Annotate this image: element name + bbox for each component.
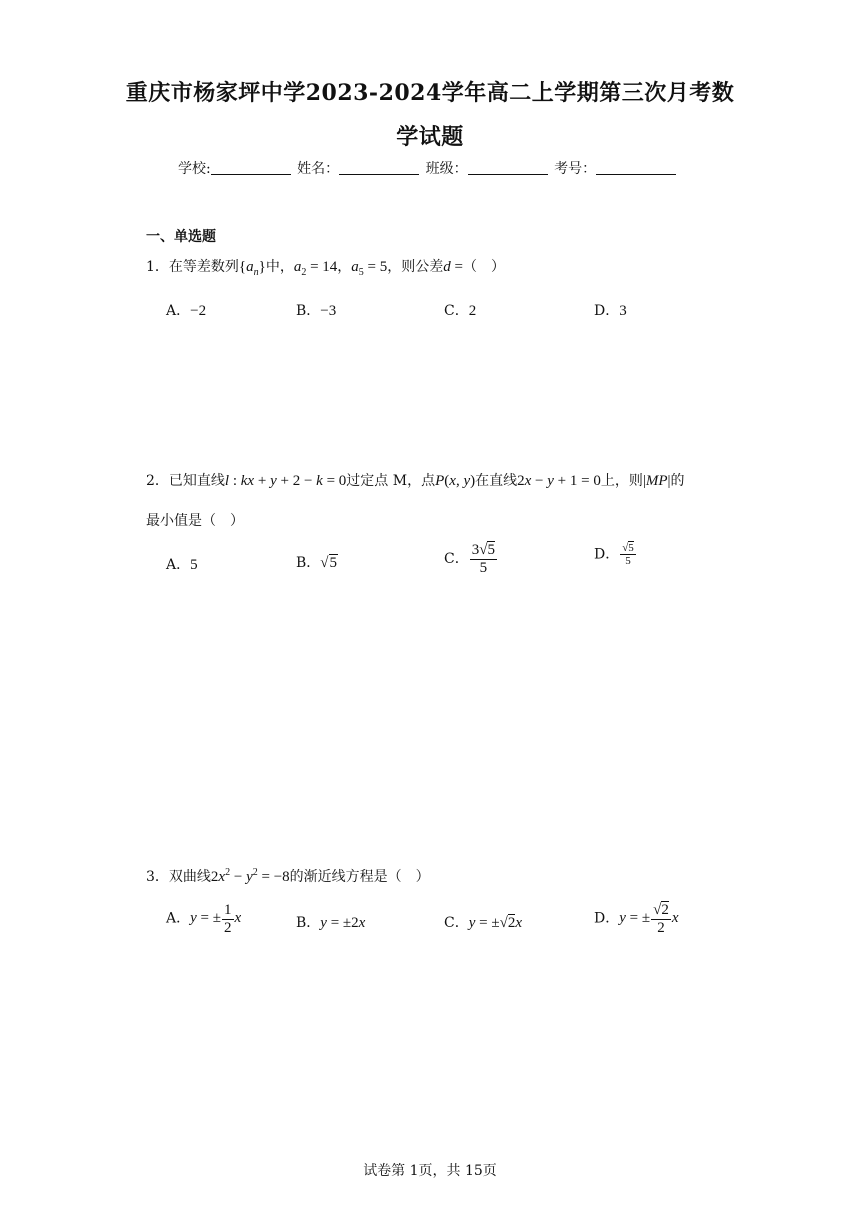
q2-option-b-label: B．	[296, 555, 321, 571]
q2-text-b: 过定点 M，点	[346, 473, 436, 489]
school-blank	[211, 160, 291, 175]
q1-text-e: （ ）	[462, 259, 505, 275]
q2-line-l: l : kx + y + 2 − k = 0	[224, 473, 347, 489]
q3-option-a-value: y = ± $\frac{1}{2}$ x	[190, 902, 242, 936]
q2-option-a-value: 5	[190, 557, 198, 573]
q1-option-c-value: 2	[468, 303, 477, 319]
q3-option-a-label: A．	[166, 910, 191, 927]
q1-text-c: ，	[337, 259, 352, 275]
q1-text-b: 中，	[265, 259, 294, 275]
q2-text-e: 的	[670, 473, 685, 489]
q1-option-a-value: −2	[190, 303, 207, 319]
school-label: 学校:	[178, 161, 211, 177]
q2-option-b-value: √5	[320, 555, 338, 571]
class-blank	[468, 160, 548, 175]
name-blank	[339, 160, 419, 175]
q2-line-2: 2x − y + 1 = 0	[517, 473, 601, 489]
q1-option-d-label: D．	[594, 303, 620, 319]
q2-option-d-label: D．	[594, 546, 620, 563]
q2-option-c-label: C．	[444, 551, 469, 567]
q2-option-c[interactable]	[444, 542, 498, 576]
q1-option-d[interactable]	[594, 300, 627, 320]
q3-hyperbola: $2x^2 - y^2 = -8$	[210, 867, 290, 885]
question-3-stem	[146, 868, 430, 885]
question-2-stem	[146, 474, 685, 489]
q1-a2: $a_2 = 14$	[293, 259, 338, 278]
q1-sequence: $\{a_n\}$	[238, 259, 266, 278]
q2-text-d: 上，则	[600, 473, 643, 489]
exam-title-line-2: 学试题	[396, 124, 464, 150]
section-heading: 一、单选题	[146, 229, 216, 245]
q2-option-d[interactable]	[594, 542, 637, 567]
q1-option-b[interactable]	[296, 300, 336, 320]
q3-option-b[interactable]	[296, 912, 365, 932]
q2-text-c: 在直线	[475, 473, 518, 489]
q3-option-a[interactable]	[166, 902, 241, 936]
q2-option-c-value: $\frac{3√5}{5}$	[471, 542, 495, 576]
q2-option-b[interactable]	[296, 552, 338, 572]
q2-mp: |MP|	[642, 473, 671, 489]
q2-point-p: P(x, y)	[435, 473, 476, 489]
number-label: 考号：	[554, 161, 597, 177]
q2-option-a-label: A．	[166, 557, 191, 573]
q1-text-d: ，则公差	[387, 259, 444, 275]
q3-text-a: 3．双曲线	[146, 869, 211, 885]
class-label: 班级：	[425, 161, 468, 177]
number-blank	[596, 160, 676, 175]
q3-option-c[interactable]	[444, 912, 522, 932]
q1-option-c-label: C．	[444, 303, 469, 319]
q1-option-d-value: 3	[619, 303, 627, 319]
q3-option-d-label: D．	[594, 910, 620, 927]
question-1-stem	[146, 260, 505, 278]
q3-text-b: 的渐近线方程是（ ）	[289, 869, 430, 885]
student-info-row	[178, 158, 678, 178]
q1-d: d =	[443, 259, 463, 275]
exam-title-line-1: 重庆市杨家坪中学2023-2024学年高二上学期第三次月考数	[125, 80, 735, 106]
q1-option-a[interactable]	[166, 300, 206, 320]
q3-option-c-label: C．	[444, 915, 469, 931]
q3-option-b-value: y = ±2x	[320, 915, 366, 931]
q3-option-d-value: y = ± $\frac{√2}{2}$ x	[619, 902, 679, 936]
q1-option-b-label: B．	[296, 303, 321, 319]
q3-option-d[interactable]	[594, 902, 679, 936]
q1-option-b-value: −3	[320, 303, 337, 319]
q2-text-a: 2．已知直线	[146, 473, 225, 489]
page-footer: 试卷第 1页，共 15页	[363, 1163, 497, 1179]
q2-option-a[interactable]	[166, 554, 198, 574]
q1-text-a: 1．在等差数列	[146, 259, 239, 275]
q3-option-b-label: B．	[296, 915, 321, 931]
name-label: 姓名：	[297, 161, 340, 177]
q1-a5: $a_5 = 5$	[351, 259, 388, 278]
q3-option-c-value: y = ±√2x	[468, 915, 522, 931]
q2-option-d-value: $\frac{√5}{5}$	[622, 542, 634, 568]
q1-option-a-label: A．	[166, 303, 191, 319]
q1-option-c[interactable]	[444, 300, 476, 320]
question-2-stem-line-2: 最小值是（ ）	[146, 513, 244, 529]
